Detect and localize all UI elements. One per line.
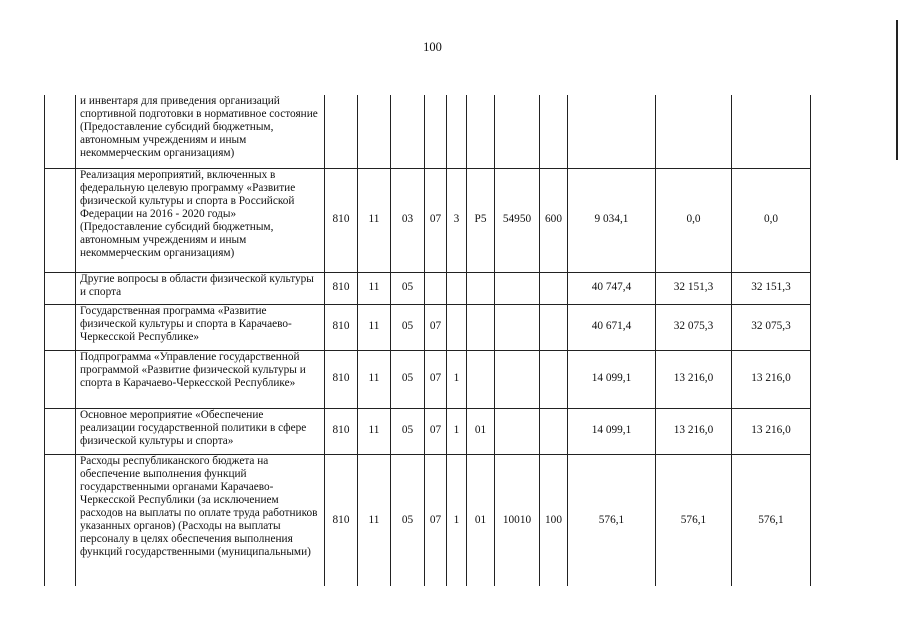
ministry-code: 810 (325, 168, 358, 272)
section-code: 11 (358, 454, 391, 586)
table-row (45, 350, 811, 408)
amount-year-1: 576,1 (568, 454, 656, 586)
ministry-code: 810 (325, 454, 358, 586)
amount-year-1: 40 747,4 (568, 272, 656, 304)
amount-year-3: 0,0 (732, 168, 811, 272)
event-code (467, 350, 495, 408)
direction-code: 10010 (495, 454, 540, 586)
subsection-code: 05 (391, 350, 425, 408)
event-code (467, 95, 495, 168)
event-code (467, 272, 495, 304)
budget-table-body (45, 95, 811, 586)
program-code: 07 (425, 304, 447, 350)
subprogram-code: 1 (447, 408, 467, 454)
amount-year-2: 32 151,3 (656, 272, 732, 304)
expense-type-code (540, 408, 568, 454)
section-code (358, 95, 391, 168)
page-edge-rule (896, 20, 898, 160)
section-code: 11 (358, 408, 391, 454)
amount-year-1 (568, 95, 656, 168)
amount-year-2: 576,1 (656, 454, 732, 586)
direction-code (495, 350, 540, 408)
amount-year-2: 13 216,0 (656, 350, 732, 408)
ministry-code: 810 (325, 272, 358, 304)
table-row (45, 168, 811, 272)
table-row (45, 408, 811, 454)
amount-year-3: 576,1 (732, 454, 811, 586)
direction-code (495, 304, 540, 350)
subprogram-code: 3 (447, 168, 467, 272)
ministry-code: 810 (325, 408, 358, 454)
blank-cell (45, 350, 76, 408)
event-code: P5 (467, 168, 495, 272)
subprogram-code (447, 304, 467, 350)
subprogram-code: 1 (447, 350, 467, 408)
amount-year-2 (656, 95, 732, 168)
table-row (45, 304, 811, 350)
amount-year-1: 14 099,1 (568, 408, 656, 454)
blank-cell (45, 408, 76, 454)
subsection-code: 05 (391, 408, 425, 454)
section-code: 11 (358, 304, 391, 350)
amount-year-3: 32 151,3 (732, 272, 811, 304)
expense-type-code (540, 304, 568, 350)
program-code: 07 (425, 454, 447, 586)
page-number: 100 (423, 40, 442, 54)
subprogram-code (447, 272, 467, 304)
expense-type-code (540, 272, 568, 304)
amount-year-3: 32 075,3 (732, 304, 811, 350)
direction-code (495, 408, 540, 454)
event-code: 01 (467, 454, 495, 586)
program-code (425, 272, 447, 304)
blank-cell (45, 454, 76, 586)
section-code: 11 (358, 272, 391, 304)
program-code: 07 (425, 350, 447, 408)
section-code: 11 (358, 350, 391, 408)
row-description: Основное мероприятие «Обеспечение реализации государственной политики в сфере физической культуры и спорта» (76, 408, 325, 454)
amount-year-1: 14 099,1 (568, 350, 656, 408)
direction-code (495, 272, 540, 304)
expense-type-code (540, 95, 568, 168)
amount-year-3: 13 216,0 (732, 408, 811, 454)
expense-type-code: 600 (540, 168, 568, 272)
amount-year-3: 13 216,0 (732, 350, 811, 408)
expense-type-code: 100 (540, 454, 568, 586)
event-code: 01 (467, 408, 495, 454)
row-description: Другие вопросы в области физической культуры и спорта (76, 272, 325, 304)
subsection-code: 03 (391, 168, 425, 272)
subsection-code: 05 (391, 272, 425, 304)
table-row (45, 272, 811, 304)
amount-year-1: 40 671,4 (568, 304, 656, 350)
program-code: 07 (425, 408, 447, 454)
row-description: и инвентаря для приведения организаций спортивной подготовки в нормативное состояние (Предоставление субсидий бюджетным, автономным учреждениям и иным некоммерческим организациям) (76, 95, 325, 168)
subsection-code: 05 (391, 454, 425, 586)
subprogram-code: 1 (447, 454, 467, 586)
row-description: Подпрограмма «Управление государственной программой «Развитие физической культуры и спорта в Карачаево-Черкесской Республике» (76, 350, 325, 408)
direction-code (495, 95, 540, 168)
budget-table (44, 95, 811, 586)
row-description: Государственная программа «Развитие физической культуры и спорта в Карачаево-Черкесской Республике» (76, 304, 325, 350)
amount-year-2: 0,0 (656, 168, 732, 272)
blank-cell (45, 304, 76, 350)
subsection-code: 05 (391, 304, 425, 350)
ministry-code: 810 (325, 304, 358, 350)
direction-code: 54950 (495, 168, 540, 272)
blank-cell (45, 95, 76, 168)
program-code (425, 95, 447, 168)
event-code (467, 304, 495, 350)
row-description: Расходы республиканского бюджета на обеспечение выполнения функций государственными органами Карачаево-Черкесской Республики (за исключением расходов на выплаты по оплате труда работников указанных органов) (Расходы на выплаты персоналу в целях обеспечения выполнения функций государственными (муниципальными) (76, 454, 325, 586)
subprogram-code (447, 95, 467, 168)
ministry-code: 810 (325, 350, 358, 408)
blank-cell (45, 168, 76, 272)
amount-year-2: 32 075,3 (656, 304, 732, 350)
table-row (45, 454, 811, 586)
expense-type-code (540, 350, 568, 408)
amount-year-1: 9 034,1 (568, 168, 656, 272)
section-code: 11 (358, 168, 391, 272)
row-description: Реализация мероприятий, включенных в федеральную целевую программу «Развитие физической культуры и спорта в Российской Федерации на 2016 - 2020 годы» (Предоставление субсидий бюджетным, автономным учреждениям и иным некоммерческим организациям) (76, 168, 325, 272)
ministry-code (325, 95, 358, 168)
amount-year-2: 13 216,0 (656, 408, 732, 454)
program-code: 07 (425, 168, 447, 272)
table-row (45, 95, 811, 168)
amount-year-3 (732, 95, 811, 168)
subsection-code (391, 95, 425, 168)
blank-cell (45, 272, 76, 304)
